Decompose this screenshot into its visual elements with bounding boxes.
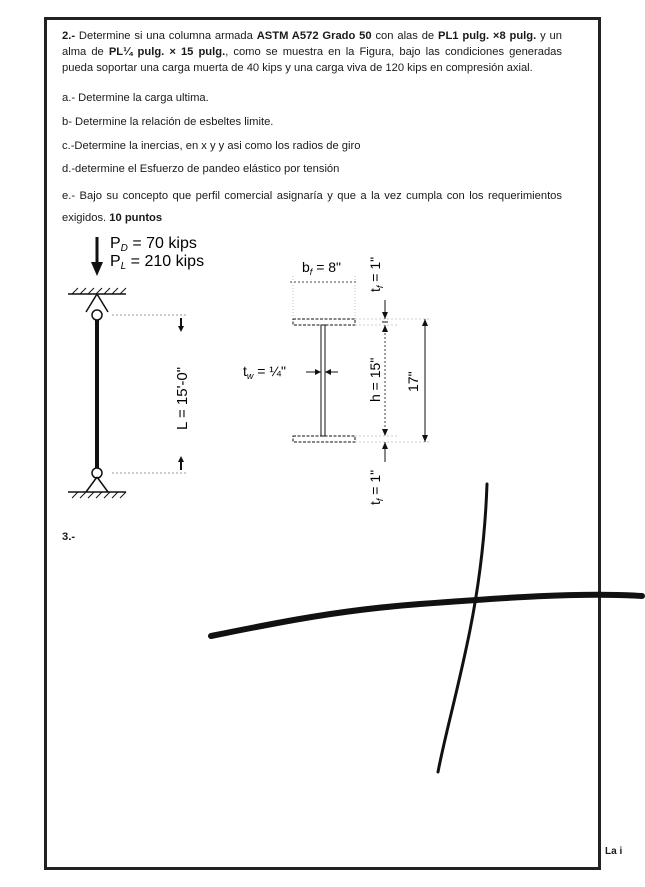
flange-spec: PL1 pulg. ×8 pulg. bbox=[438, 30, 537, 42]
total-depth-dimension bbox=[422, 319, 428, 442]
question-e-text: e.- Bajo su concepto que perfil comercial asignaría y que a la vez cumpla con los requerimientos exigidos. bbox=[62, 190, 562, 224]
tf-top-label: $t_f = 1$" bbox=[367, 256, 385, 292]
load-arrow-icon bbox=[91, 237, 103, 276]
tf-bottom-label: $t_f = 1$" bbox=[367, 469, 385, 505]
statement-text: , como se muestra en la Figura, bajo las condiciones generadas pueda soportar una carga muerta de 40 kips y una carga viva de 120 kips en compresión axial. bbox=[62, 46, 562, 74]
question-a: a.- Determine la carga ultima. bbox=[62, 92, 209, 104]
tf-bottom-dimension bbox=[382, 442, 388, 462]
question-e-points: 10 puntos bbox=[109, 212, 163, 224]
tw-label: $t_w$ = ¼" bbox=[243, 363, 286, 381]
problem-3-number: 3.- bbox=[62, 531, 76, 543]
live-load-label: PL = 210 kips bbox=[110, 253, 205, 272]
bottom-pin-support-icon bbox=[68, 468, 126, 498]
problem-2-number: 2.- bbox=[62, 30, 76, 42]
footer-text: La i bbox=[605, 846, 623, 857]
dead-load-label: PD = 70 kips bbox=[110, 235, 197, 254]
h-label: h = 15" bbox=[367, 357, 383, 402]
bf-dimension bbox=[290, 276, 358, 319]
length-label: L = 15'-0" bbox=[174, 366, 191, 430]
question-c: c.-Determine la inercias, en x y y asi como los radios de giro bbox=[62, 140, 361, 152]
statement-text: con alas de bbox=[371, 30, 438, 42]
statement-text: y un alma de bbox=[62, 30, 562, 58]
question-d: d.-determine el Esfuerzo de pandeo elástico por tensión bbox=[62, 163, 340, 175]
statement-text: Determine si una columna armada bbox=[75, 30, 257, 42]
total-depth-label: 17" bbox=[405, 371, 421, 392]
question-b: b- Determine la relación de esbeltes limite. bbox=[62, 116, 274, 128]
web-spec: PL¼ pulg. × 15 pulg. bbox=[108, 46, 226, 58]
bf-label: $b_f = 8$" bbox=[302, 259, 342, 277]
material-spec: ASTM A572 Grado 50 bbox=[256, 30, 372, 42]
i-section bbox=[293, 319, 355, 442]
